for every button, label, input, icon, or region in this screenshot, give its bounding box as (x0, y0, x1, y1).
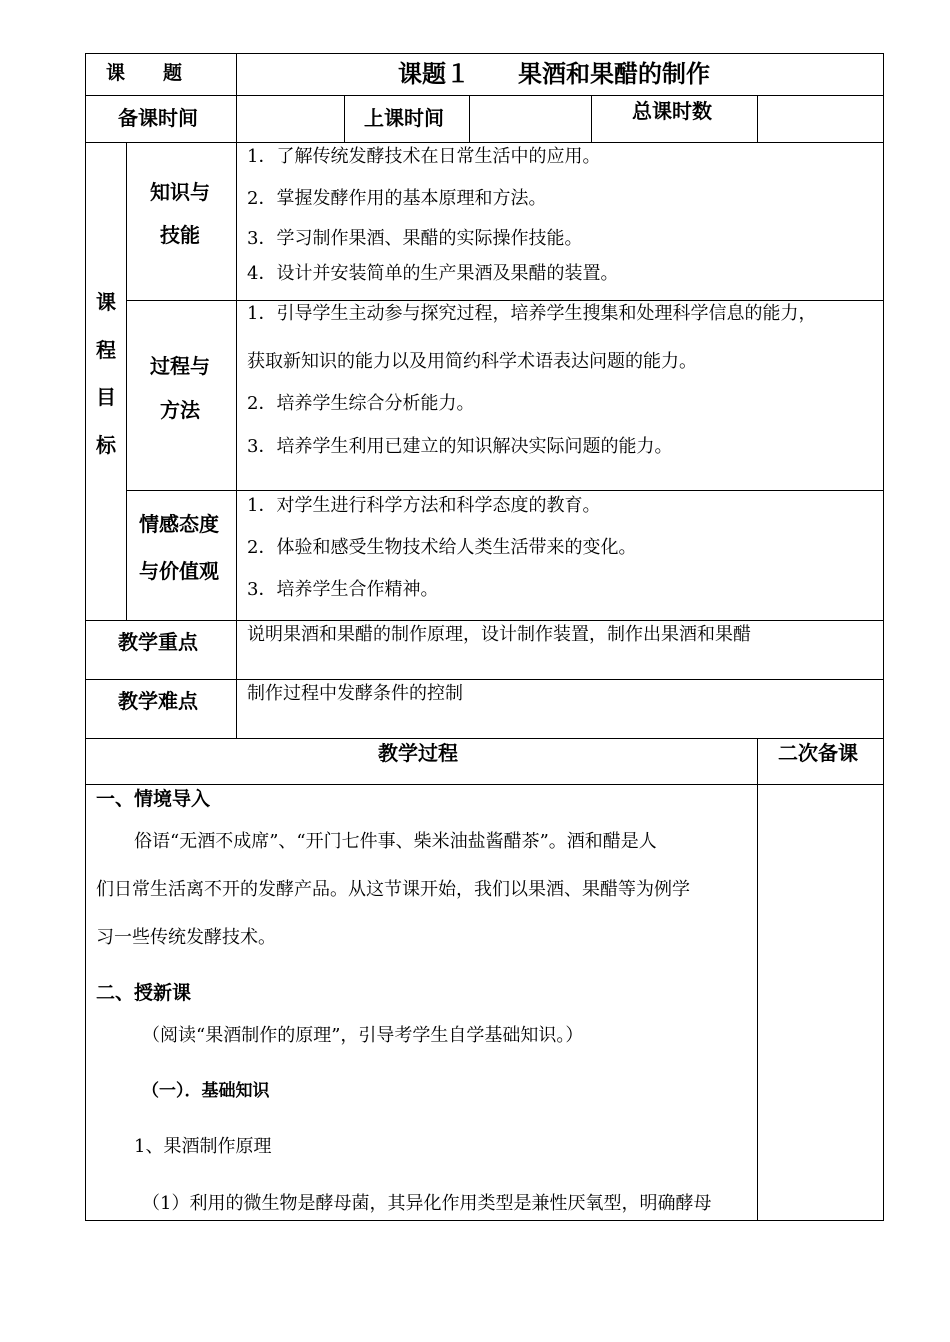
row-divider (85, 784, 884, 785)
section-title: 一、情境导入 (96, 788, 211, 810)
row-divider (127, 300, 884, 301)
row-divider (85, 738, 884, 739)
second-prep-header: 二次备课 (778, 741, 858, 765)
total-hours-label: 总课时数 (632, 99, 712, 123)
knowledge-item: 1．了解传统发酵技术在日常生活中的应用。 (247, 146, 601, 167)
paragraph-line: 习一些传统发酵技术。 (96, 927, 276, 948)
objectives-label-char: 程 (96, 338, 116, 362)
page-title: 课题１ 果酒和果醋的制作 (398, 60, 710, 88)
paragraph-line: 们日常生活离不开的发酵产品。从这节课开始，我们以果酒、果醋等为例学 (96, 879, 690, 900)
difficulties-text: 制作过程中发酵条件的控制 (247, 683, 463, 704)
teaching-process-header: 教学过程 (378, 741, 458, 765)
process-item: 获取新知识的能力以及用简约科学术语表达问题的能力。 (247, 351, 697, 372)
key-points-text: 说明果酒和果醋的制作原理，设计制作装置，制作出果酒和果醋 (247, 624, 751, 645)
objectives-label-char: 课 (96, 290, 116, 314)
row-divider (127, 490, 884, 491)
difficulties-label: 教学难点 (118, 689, 198, 713)
subsection-title: （一）．基础知识 (142, 1081, 270, 1101)
column-divider (126, 142, 127, 621)
knowledge-label: 知识与 (150, 180, 210, 204)
column-divider (469, 95, 470, 143)
objectives-label-char: 标 (96, 433, 116, 457)
class-time-label: 上课时间 (364, 106, 444, 130)
paragraph-line: 俗语“无酒不成席”、“开门七件事、柴米油盐酱醋茶”。酒和醋是人 (134, 831, 657, 852)
process-item: 3．培养学生利用已建立的知识解决实际问题的能力。 (247, 436, 673, 457)
knowledge-label: 技能 (160, 223, 200, 247)
column-divider (236, 53, 237, 739)
emotion-label: 情感态度 (139, 512, 219, 536)
topic-label: 课 题 (106, 62, 183, 84)
section-title: 二、授新课 (96, 982, 192, 1004)
list-item: （1）利用的微生物是酵母菌，其异化作用类型是兼性厌氧型，明确酵母 (142, 1193, 712, 1214)
reading-note: （阅读“果酒制作的原理”，引导考学生自学基础知识。） (142, 1025, 584, 1046)
process-item: 2．培养学生综合分析能力。 (247, 393, 475, 414)
process-label: 过程与 (150, 354, 210, 378)
column-divider (591, 95, 592, 143)
process-label: 方法 (160, 398, 200, 422)
column-divider (757, 738, 758, 1221)
prep-time-label: 备课时间 (118, 106, 198, 130)
row-divider (85, 142, 884, 143)
objectives-label-char: 目 (96, 385, 116, 409)
row-divider (85, 679, 884, 680)
column-divider (757, 95, 758, 143)
knowledge-item: 2．掌握发酵作用的基本原理和方法。 (247, 188, 547, 209)
knowledge-item: 4．设计并安装简单的生产果酒及果醋的装置。 (247, 263, 619, 284)
process-item: 1．引导学生主动参与探究过程，培养学生搜集和处理科学信息的能力， (247, 303, 817, 324)
row-divider (85, 620, 884, 621)
column-divider (344, 95, 345, 143)
emotion-label: 与价值观 (139, 559, 219, 583)
emotion-item: 2．体验和感受生物技术给人类生活带来的变化。 (247, 537, 637, 558)
emotion-item: 1．对学生进行科学方法和科学态度的教育。 (247, 495, 601, 516)
knowledge-item: 3．学习制作果酒、果醋的实际操作技能。 (247, 228, 583, 249)
list-item: 1、果酒制作原理 (134, 1136, 272, 1157)
key-points-label: 教学重点 (118, 630, 198, 654)
row-divider (85, 95, 884, 96)
emotion-item: 3．培养学生合作精神。 (247, 579, 439, 600)
